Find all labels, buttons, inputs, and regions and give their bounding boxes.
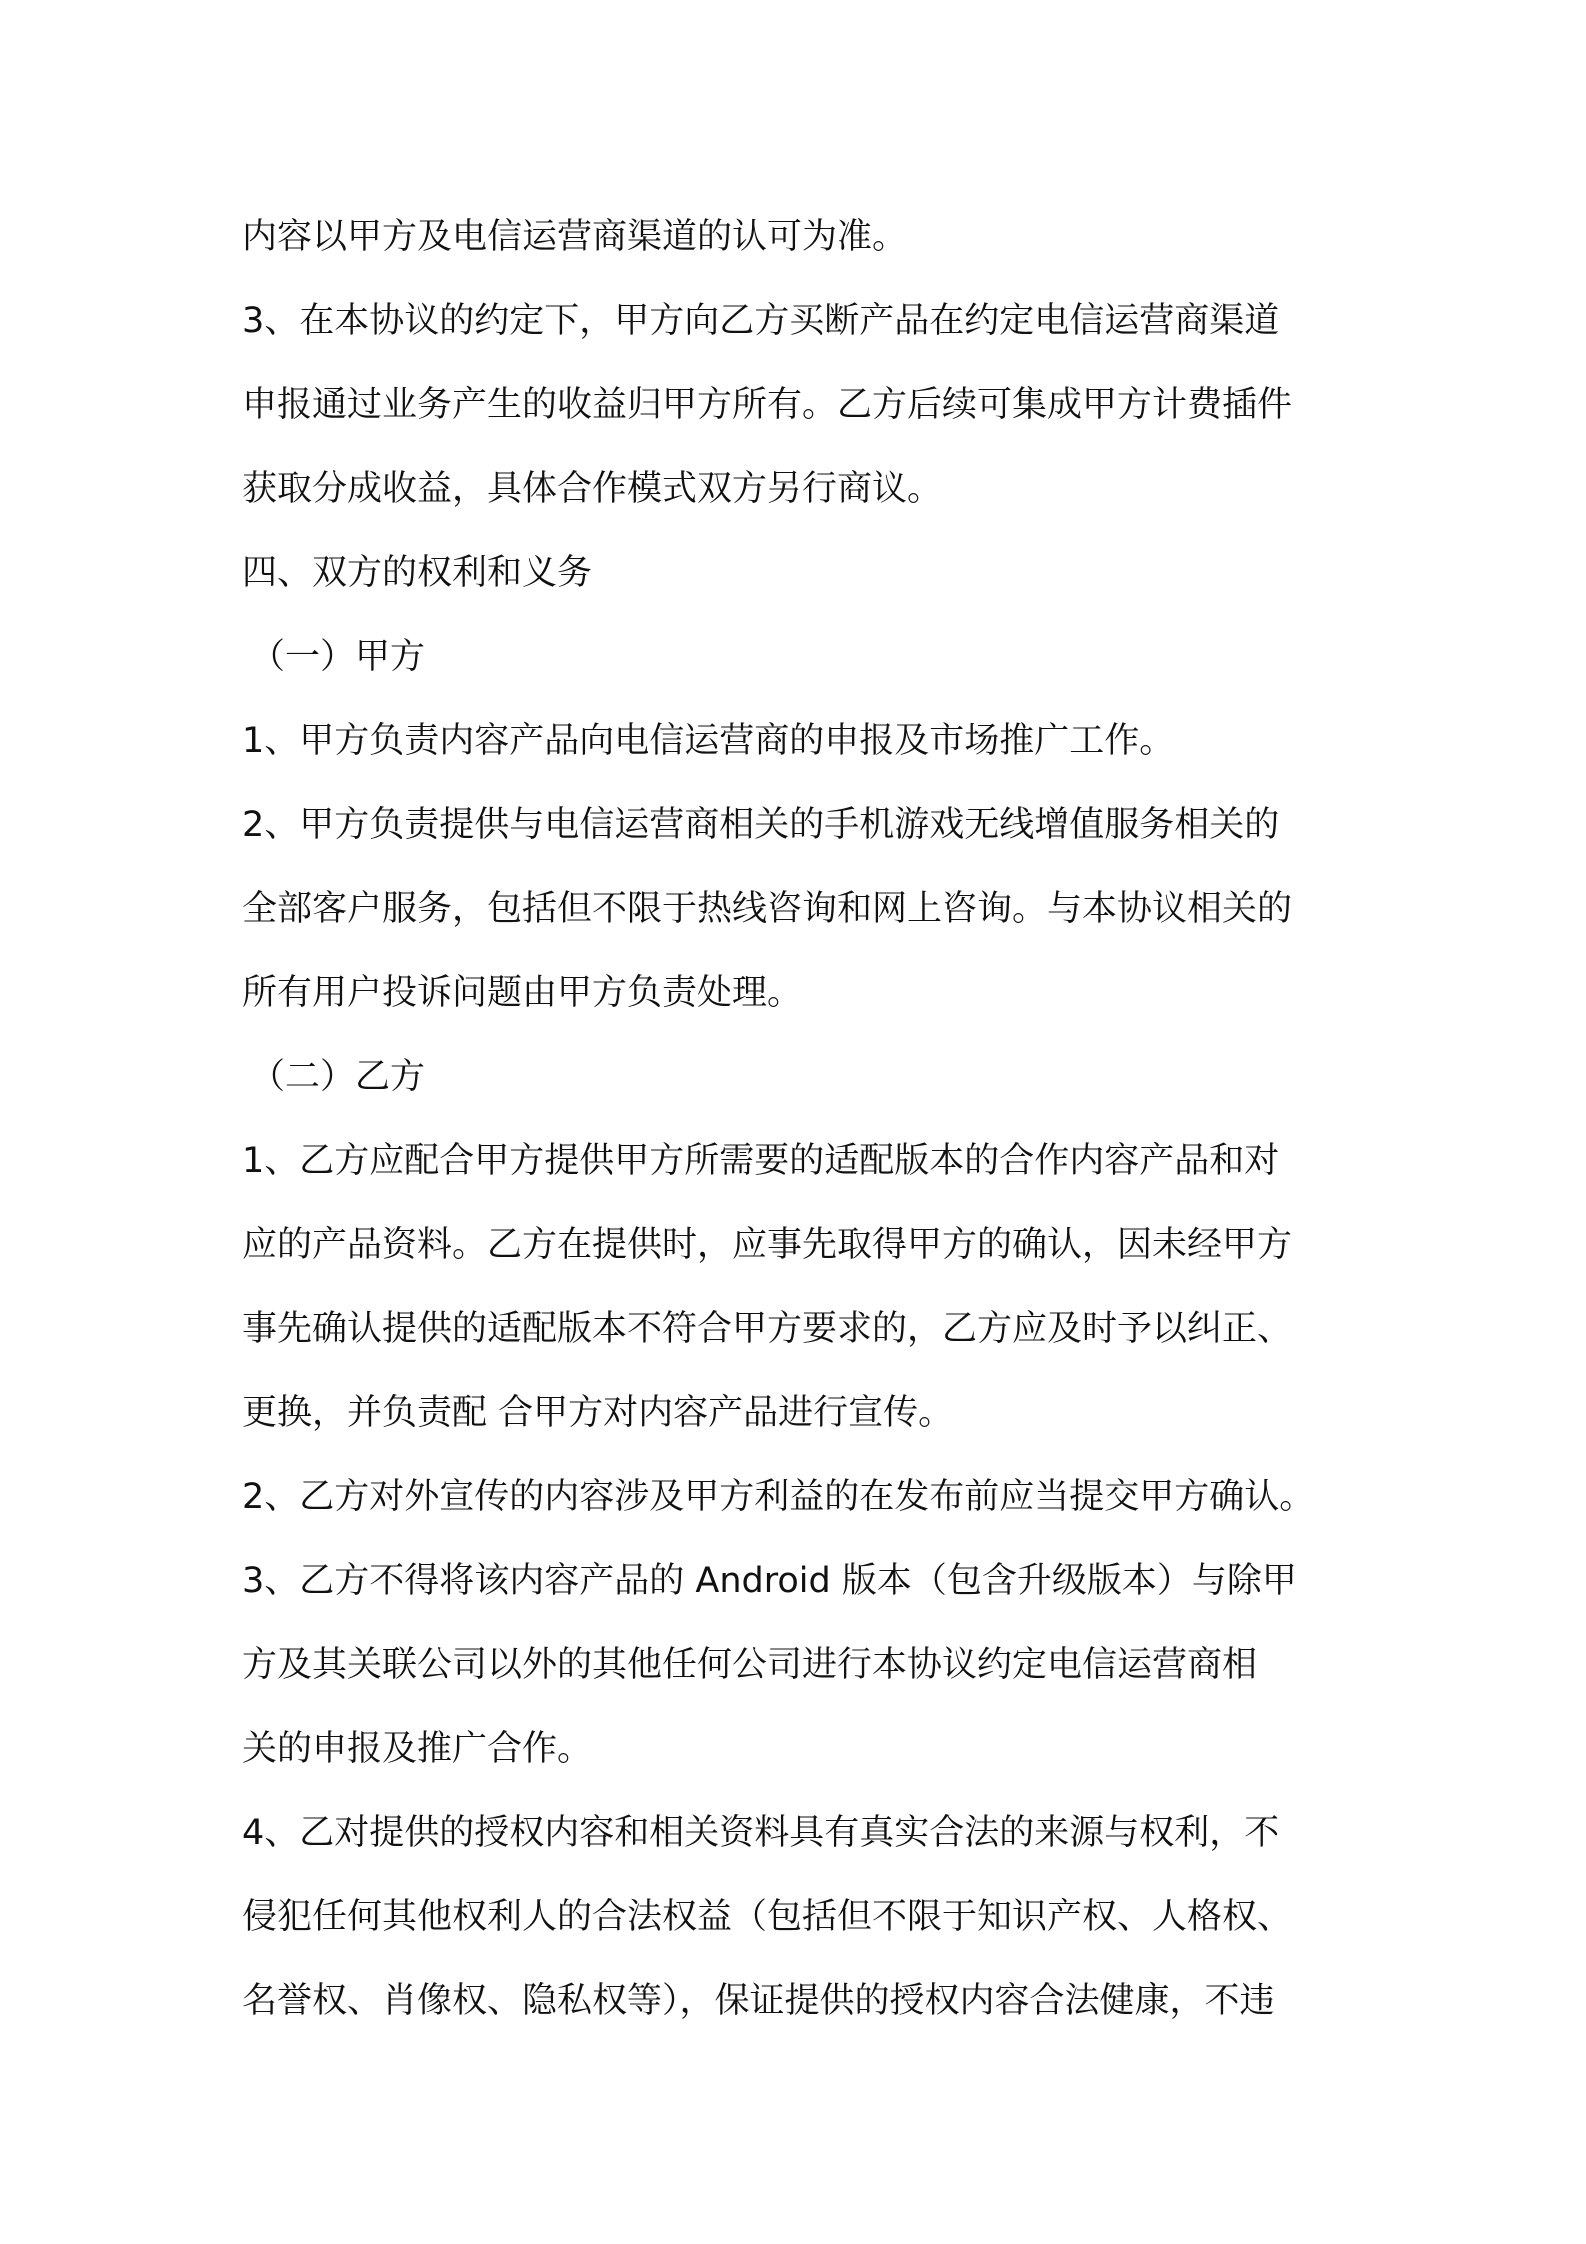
paragraph-line: 更换，并负责配 合甲方对内容产品进行宣传。 <box>242 1393 954 1433</box>
paragraph-line: 全部客户服务，包括但不限于热线咨询和网上咨询。与本协议相关的 <box>242 889 1293 929</box>
paragraph-line: 申报通过业务产生的收益归甲方所有。乙方后续可集成甲方计费插件 <box>242 385 1293 425</box>
paragraph-line: 所有用户投诉问题由甲方负责处理。 <box>242 973 803 1013</box>
paragraph-line: 应的产品资料。乙方在提供时，应事先取得甲方的确认，因未经甲方 <box>242 1225 1293 1265</box>
paragraph-line: 获取分成收益，具体合作模式双方另行商议。 <box>242 469 943 509</box>
paragraph-line: 1、甲方负责内容产品向电信运营商的申报及市场推广工作。 <box>242 721 1175 761</box>
document-body <box>242 195 1362 2043</box>
paragraph-line: 内容以甲方及电信运营商渠道的认可为准。 <box>242 217 908 257</box>
paragraph-line: 关的申报及推广合作。 <box>242 1729 593 1769</box>
paragraph-line: 方及其关联公司以外的其他任何公司进行本协议约定电信运营商相 <box>242 1645 1258 1685</box>
section-heading: 四、双方的权利和义务 <box>242 553 593 593</box>
paragraph-line: 3、在本协议的约定下，甲方向乙方买断产品在约定电信运营商渠道 <box>242 301 1280 341</box>
paragraph-line: 名誉权、肖像权、隐私权等），保证提供的授权内容合法健康，不违 <box>242 1981 1275 2021</box>
paragraph-line: 4、乙对提供的授权内容和相关资料具有真实合法的来源与权利，不 <box>242 1813 1280 1853</box>
paragraph-line: 事先确认提供的适配版本不符合甲方要求的，乙方应及时予以纠正、 <box>242 1309 1293 1349</box>
paragraph-line: 2、乙方对外宣传的内容涉及甲方利益的在发布前应当提交甲方确认。 <box>242 1477 1315 1517</box>
paragraph-line: 侵犯任何其他权利人的合法权益（包括但不限于知识产权、人格权、 <box>242 1897 1293 1937</box>
paragraph-line: 1、乙方应配合甲方提供甲方所需要的适配版本的合作内容产品和对 <box>242 1141 1280 1181</box>
subsection-heading-party-b: （二）乙方 <box>250 1057 426 1097</box>
subsection-heading-party-a: （一）甲方 <box>250 637 426 677</box>
paragraph-line: 3、乙方不得将该内容产品的 Android 版本（包含升级版本）与除甲 <box>242 1561 1297 1601</box>
paragraph-line: 2、甲方负责提供与电信运营商相关的手机游戏无线增值服务相关的 <box>242 805 1280 845</box>
